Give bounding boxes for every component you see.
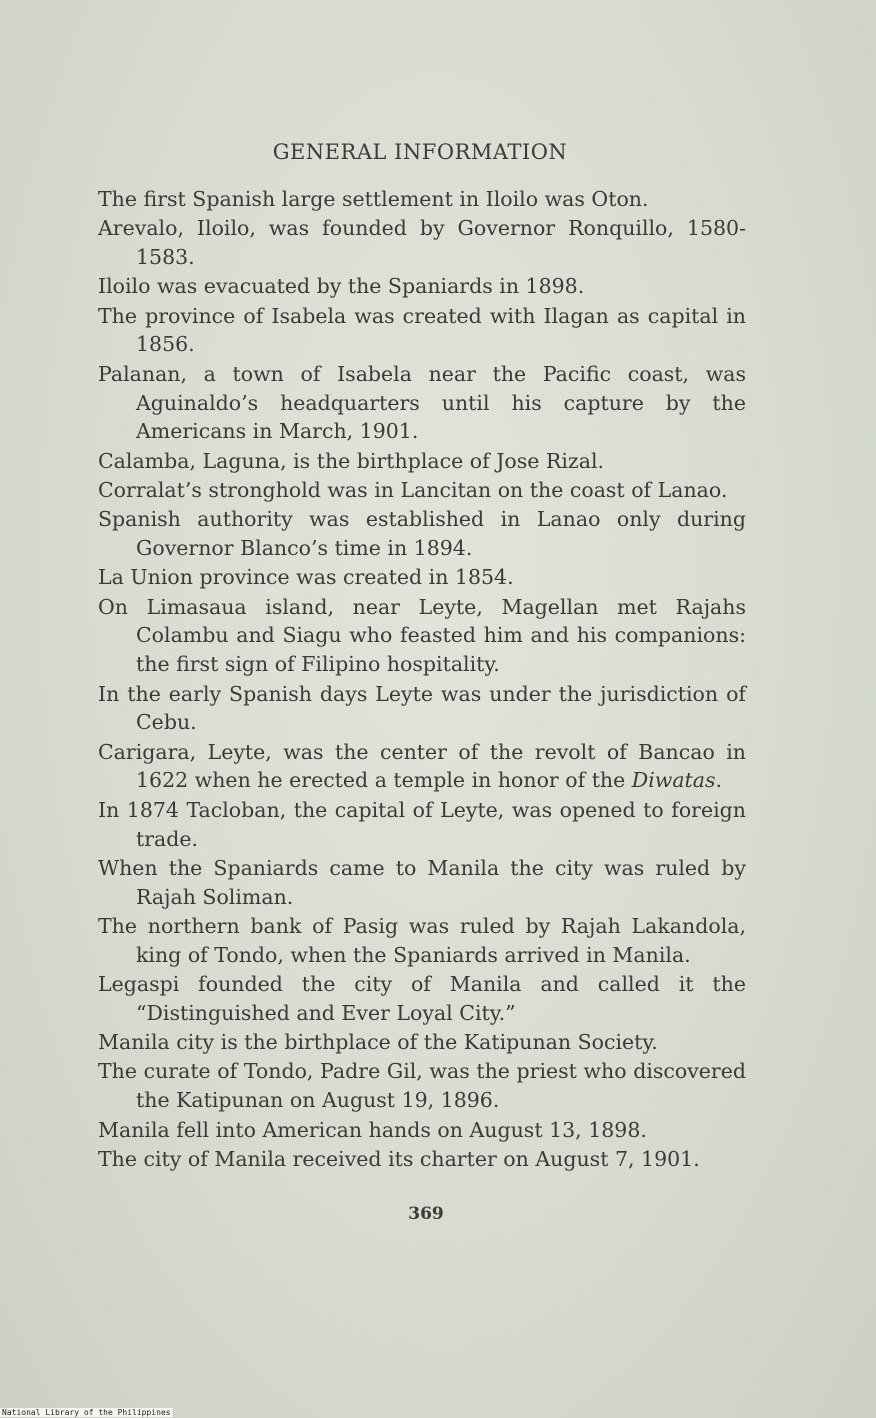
list-item <box>98 1057 746 1115</box>
list-item <box>98 302 746 360</box>
entry-text: The first Spanish large settlement in Iloilo was Oton. <box>98 187 649 211</box>
entry-text-after: . <box>715 768 723 793</box>
entry-text: Spanish authority was established in Lanao only during Governor Blanco’s time in 1894. <box>98 507 746 561</box>
entry-text: In 1874 Tacloban, the capital of Leyte, was opened to foreign trade. <box>98 797 746 851</box>
entry-text: The curate of Tondo, Padre Gil, was the priest who discovered the Katipunan on August 19, 1896. <box>98 1059 746 1113</box>
list-item <box>98 272 746 301</box>
list-item <box>98 476 746 505</box>
list-item <box>98 738 746 796</box>
entry-text: When the Spaniards came to Manila the city was ruled by Rajah Soliman. <box>98 855 746 909</box>
list-item <box>98 505 746 563</box>
entry-text: Corralat’s stronghold was in Lancitan on the coast of Lanao. <box>98 477 728 502</box>
list-item <box>98 854 746 912</box>
footer-credit: National Library of the Philippines <box>2 1408 171 1417</box>
entry-text: Manila fell into American hands on August 13, 1898. <box>98 1117 647 1142</box>
list-item <box>98 1028 746 1057</box>
entry-text: The northern bank of Pasig was ruled by Rajah Lakandola, king of Tondo, when the Spaniards arrived in Manila. <box>98 913 746 967</box>
page-number: 369 <box>408 1204 444 1224</box>
list-item <box>98 593 746 679</box>
entry-text: Manila city is the birthplace of the Katipunan Society. <box>98 1030 658 1055</box>
list-item <box>98 214 746 272</box>
entry-text: On Limasaua island, near Leyte, Magellan met Rajahs Colambu and Siagu who feasted him and his companions: the first sign of Filipino hospitality. <box>98 594 746 677</box>
list-item <box>98 912 746 970</box>
entry-text: La Union province was created in 1854. <box>98 565 514 590</box>
entry-italic-text: Diwatas <box>631 768 716 793</box>
list-item <box>98 970 746 1028</box>
list-item <box>98 1116 746 1145</box>
entry-text: Palanan, a town of Isabela near the Pacific coast, was Aguinaldo’s headquarters until his capture by the Americans in March, 1901. <box>98 361 746 444</box>
entry-text: Arevalo, Iloilo, was founded by Governor Ronquillo, 1580-1583. <box>98 216 746 270</box>
entry-text: Iloilo was evacuated by the Spaniards in 1898. <box>98 274 585 299</box>
entries-list <box>98 185 746 1174</box>
entry-text: Legaspi founded the city of Manila and called it the “Distinguished and Ever Loyal City.” <box>98 972 746 1025</box>
page-title: GENERAL INFORMATION <box>272 140 568 164</box>
list-item <box>98 563 746 592</box>
entry-text: The province of Isabela was created with Ilagan as capital in 1856. <box>98 303 746 357</box>
entry-text: Calamba, Laguna, is the birthplace of Jose Rizal. <box>98 448 605 473</box>
list-item <box>98 447 746 476</box>
list-item <box>98 360 746 446</box>
entry-text: Carigara, Leyte, was the center of the revolt of Bancao in 1622 when he erected a temple in honor of the <box>98 739 746 793</box>
entry-text: In the early Spanish days Leyte was under the jurisdiction of Cebu. <box>98 681 746 735</box>
list-item <box>98 796 746 854</box>
entry-text: The city of Manila received its charter on August 7, 1901. <box>98 1146 700 1171</box>
list-item <box>98 185 746 214</box>
list-item <box>98 680 746 738</box>
list-item <box>98 1145 746 1174</box>
